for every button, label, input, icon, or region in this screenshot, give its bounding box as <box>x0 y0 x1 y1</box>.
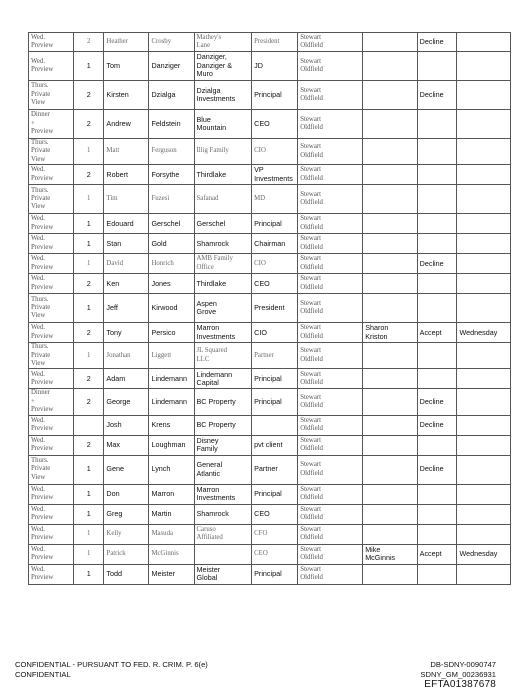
cell-type: Thurs. Private View <box>29 81 74 110</box>
table-row <box>29 274 511 294</box>
cell-host: Stewart Oldfield <box>298 564 363 584</box>
table-row <box>29 81 511 110</box>
cell-status <box>417 185 457 214</box>
cell-type: Thurs. Private View <box>29 455 74 484</box>
cell-first: Andrew <box>104 110 149 139</box>
cell-title: CEO <box>252 110 298 139</box>
cell-first: Matt <box>104 139 149 165</box>
cell-num: 2 <box>74 81 104 110</box>
cell-type: Thurs. Private View <box>29 343 74 369</box>
cell-type: Wed. Preview <box>29 214 74 234</box>
cell-num: 2 <box>74 110 104 139</box>
cell-last: Crosby <box>149 33 194 52</box>
cell-type: Wed. Preview <box>29 415 74 435</box>
confidentiality-notice <box>15 660 208 679</box>
cell-num <box>74 415 104 435</box>
cell-status: Decline <box>417 254 457 274</box>
cell-company: Disney Family <box>194 435 252 455</box>
table-row <box>29 165 511 185</box>
cell-contact <box>363 139 417 165</box>
cell-title: pvt client <box>252 435 298 455</box>
cell-host: Stewart Oldfield <box>298 110 363 139</box>
cell-first: Jeff <box>104 294 149 323</box>
cell-host: Stewart Oldfield <box>298 33 363 52</box>
cell-last: McGinnis <box>149 544 194 564</box>
cell-type: Wed. Preview <box>29 274 74 294</box>
cell-contact <box>363 455 417 484</box>
cell-last: Liggett <box>149 343 194 369</box>
cell-num: 1 <box>74 455 104 484</box>
cell-title: CEO <box>252 544 298 564</box>
cell-status <box>417 564 457 584</box>
cell-type: Wed. Preview <box>29 524 74 544</box>
footer-confidential: CONFIDENTIAL <box>15 669 71 679</box>
cell-day <box>457 81 511 110</box>
cell-type: Wed. Preview <box>29 544 74 564</box>
cell-contact <box>363 33 417 52</box>
table-row <box>29 33 511 52</box>
cell-first: George <box>104 389 149 415</box>
cell-num: 2 <box>74 435 104 455</box>
table-row <box>29 254 511 274</box>
cell-type: Wed. Preview <box>29 33 74 52</box>
cell-title <box>252 415 298 435</box>
cell-num: 2 <box>74 33 104 52</box>
table-row <box>29 343 511 369</box>
cell-status <box>417 139 457 165</box>
table-row <box>29 294 511 323</box>
cell-num: 2 <box>74 389 104 415</box>
cell-last: Gold <box>149 234 194 254</box>
cell-contact: Mike McGinnis <box>363 544 417 564</box>
cell-contact <box>363 254 417 274</box>
cell-contact <box>363 484 417 504</box>
table-row <box>29 504 511 524</box>
cell-last: Danziger <box>149 52 194 81</box>
cell-status <box>417 52 457 81</box>
cell-last: Ferguson <box>149 139 194 165</box>
cell-day <box>457 564 511 584</box>
cell-status <box>417 110 457 139</box>
cell-company: AMB Family Office <box>194 254 252 274</box>
cell-host: Stewart Oldfield <box>298 234 363 254</box>
cell-first: Heather <box>104 33 149 52</box>
cell-first: Robert <box>104 165 149 185</box>
cell-title: Principal <box>252 369 298 389</box>
cell-num: 1 <box>74 343 104 369</box>
cell-first: Greg <box>104 504 149 524</box>
cell-last: Fuzesi <box>149 185 194 214</box>
cell-contact <box>363 185 417 214</box>
cell-company: Mathey's Lane <box>194 33 252 52</box>
cell-last: Lindemann <box>149 369 194 389</box>
cell-num: 1 <box>74 544 104 564</box>
cell-num: 1 <box>74 139 104 165</box>
cell-contact <box>363 564 417 584</box>
cell-day <box>457 110 511 139</box>
cell-num: 1 <box>74 524 104 544</box>
cell-status: Decline <box>417 455 457 484</box>
cell-num: 1 <box>74 484 104 504</box>
cell-contact <box>363 234 417 254</box>
cell-last: Lindemann <box>149 389 194 415</box>
cell-num: 1 <box>74 214 104 234</box>
cell-company: Marron Investments <box>194 484 252 504</box>
guest-list-table <box>28 32 511 585</box>
cell-num: 1 <box>74 254 104 274</box>
cell-first: Stan <box>104 234 149 254</box>
cell-contact <box>363 389 417 415</box>
cell-num: 2 <box>74 323 104 343</box>
cell-first: Adam <box>104 369 149 389</box>
cell-day <box>457 234 511 254</box>
cell-last: Jones <box>149 274 194 294</box>
cell-type: Thurs. Private View <box>29 139 74 165</box>
cell-host: Stewart Oldfield <box>298 389 363 415</box>
cell-host: Stewart Oldfield <box>298 214 363 234</box>
cell-first: Don <box>104 484 149 504</box>
cell-first: Tim <box>104 185 149 214</box>
cell-type: Wed. Preview <box>29 165 74 185</box>
cell-company: Caruso Affiliated <box>194 524 252 544</box>
cell-day <box>457 369 511 389</box>
cell-title: MD <box>252 185 298 214</box>
table-row <box>29 323 511 343</box>
cell-company: Meister Global <box>194 564 252 584</box>
cell-day <box>457 33 511 52</box>
cell-company: Lindemann Capital <box>194 369 252 389</box>
cell-day: Wednesday <box>457 323 511 343</box>
bates-sdny-gm: SDNY_GM_00236931 <box>420 669 496 679</box>
cell-host: Stewart Oldfield <box>298 484 363 504</box>
bates-db-sdny: DB-SDNY-0090747 <box>430 660 496 669</box>
cell-company: Illig Family <box>194 139 252 165</box>
cell-type: Thurs. Private View <box>29 294 74 323</box>
cell-status <box>417 343 457 369</box>
cell-day: Wednesday <box>457 544 511 564</box>
cell-host: Stewart Oldfield <box>298 254 363 274</box>
table-row <box>29 185 511 214</box>
cell-day <box>457 294 511 323</box>
cell-host: Stewart Oldfield <box>298 274 363 294</box>
cell-first: Kirsten <box>104 81 149 110</box>
cell-type: Wed. Preview <box>29 504 74 524</box>
cell-contact <box>363 52 417 81</box>
cell-num: 2 <box>74 165 104 185</box>
cell-status <box>417 234 457 254</box>
cell-day <box>457 484 511 504</box>
cell-company: Shamrock <box>194 234 252 254</box>
cell-title: Partner <box>252 455 298 484</box>
cell-status <box>417 274 457 294</box>
cell-contact <box>363 294 417 323</box>
cell-last: Lynch <box>149 455 194 484</box>
cell-first: Patrick <box>104 544 149 564</box>
cell-title: JD <box>252 52 298 81</box>
cell-host: Stewart Oldfield <box>298 81 363 110</box>
cell-host: Stewart Oldfield <box>298 435 363 455</box>
cell-status: Accept <box>417 323 457 343</box>
cell-company: Gerschel <box>194 214 252 234</box>
cell-title: CFO <box>252 524 298 544</box>
cell-first: Josh <box>104 415 149 435</box>
table-row <box>29 389 511 415</box>
cell-num: 2 <box>74 369 104 389</box>
cell-title: Principal <box>252 81 298 110</box>
cell-first: Edouard <box>104 214 149 234</box>
cell-company: General Atlantic <box>194 455 252 484</box>
cell-contact <box>363 165 417 185</box>
cell-first: David <box>104 254 149 274</box>
cell-title: CEO <box>252 274 298 294</box>
cell-contact <box>363 274 417 294</box>
cell-type: Wed. Preview <box>29 254 74 274</box>
cell-first: Jonathan <box>104 343 149 369</box>
footer-confidential-rule: CONFIDENTIAL - PURSUANT TO FED. R. CRIM. P. 6(e) <box>15 660 208 669</box>
cell-contact <box>363 214 417 234</box>
cell-num: 1 <box>74 294 104 323</box>
cell-last: Krens <box>149 415 194 435</box>
cell-type: Wed. Preview <box>29 435 74 455</box>
cell-day <box>457 435 511 455</box>
cell-day <box>457 139 511 165</box>
cell-day <box>457 389 511 415</box>
cell-title: VP Investments <box>252 165 298 185</box>
cell-title: Chairman <box>252 234 298 254</box>
cell-title: President <box>252 294 298 323</box>
cell-first: Tom <box>104 52 149 81</box>
cell-num: 1 <box>74 234 104 254</box>
cell-company: Aspen Grove <box>194 294 252 323</box>
cell-title: Principal <box>252 214 298 234</box>
cell-contact: Sharon Kriston <box>363 323 417 343</box>
cell-status <box>417 369 457 389</box>
cell-first: Max <box>104 435 149 455</box>
cell-title: CIO <box>252 254 298 274</box>
cell-company: Thirdlake <box>194 165 252 185</box>
cell-day <box>457 274 511 294</box>
bates-efta: EFTA01387678 <box>424 679 496 690</box>
cell-company: Marron Investments <box>194 323 252 343</box>
cell-contact <box>363 110 417 139</box>
cell-last: Forsythe <box>149 165 194 185</box>
cell-company: Thirdlake <box>194 274 252 294</box>
cell-title: Principal <box>252 564 298 584</box>
cell-day <box>457 185 511 214</box>
cell-status <box>417 214 457 234</box>
cell-title: CEO <box>252 504 298 524</box>
cell-host: Stewart Oldfield <box>298 139 363 165</box>
cell-host: Stewart Oldfield <box>298 294 363 323</box>
cell-host: Stewart Oldfield <box>298 504 363 524</box>
cell-last: Honrich <box>149 254 194 274</box>
cell-last: Martin <box>149 504 194 524</box>
cell-first: Todd <box>104 564 149 584</box>
cell-company: Safanad <box>194 185 252 214</box>
cell-day <box>457 165 511 185</box>
cell-status: Decline <box>417 33 457 52</box>
cell-last: Feldstein <box>149 110 194 139</box>
cell-last: Loughman <box>149 435 194 455</box>
cell-last: Persico <box>149 323 194 343</box>
cell-title: Principal <box>252 389 298 415</box>
cell-num: 2 <box>74 274 104 294</box>
cell-host: Stewart Oldfield <box>298 343 363 369</box>
cell-contact <box>363 343 417 369</box>
cell-host: Stewart Oldfield <box>298 165 363 185</box>
cell-status <box>417 524 457 544</box>
cell-type: Wed. Preview <box>29 323 74 343</box>
cell-contact <box>363 524 417 544</box>
cell-title: CIO <box>252 323 298 343</box>
table-row <box>29 544 511 564</box>
table-row <box>29 369 511 389</box>
cell-day <box>457 455 511 484</box>
cell-status <box>417 165 457 185</box>
bates-numbers <box>420 660 496 690</box>
cell-first: Ken <box>104 274 149 294</box>
cell-company: Dzialga Investments <box>194 81 252 110</box>
cell-title: President <box>252 33 298 52</box>
cell-company: Danziger, Danziger & Muro <box>194 52 252 81</box>
cell-company: BC Property <box>194 389 252 415</box>
cell-day <box>457 524 511 544</box>
cell-type: Wed. Preview <box>29 52 74 81</box>
cell-day <box>457 52 511 81</box>
cell-contact <box>363 415 417 435</box>
cell-num: 1 <box>74 185 104 214</box>
cell-host: Stewart Oldfield <box>298 544 363 564</box>
cell-company <box>194 544 252 564</box>
cell-first: Tony <box>104 323 149 343</box>
cell-type: Thurs. Private View <box>29 185 74 214</box>
cell-host: Stewart Oldfield <box>298 323 363 343</box>
cell-last: Dzialga <box>149 81 194 110</box>
cell-last: Meister <box>149 564 194 584</box>
table-row <box>29 214 511 234</box>
cell-contact <box>363 435 417 455</box>
cell-type: Dinner + Preview <box>29 389 74 415</box>
cell-last: Masuda <box>149 524 194 544</box>
cell-first: Kelly <box>104 524 149 544</box>
cell-day <box>457 415 511 435</box>
cell-day <box>457 504 511 524</box>
cell-last: Gerschel <box>149 214 194 234</box>
cell-host: Stewart Oldfield <box>298 369 363 389</box>
table-row <box>29 110 511 139</box>
table-row <box>29 484 511 504</box>
table-row <box>29 435 511 455</box>
table-row <box>29 139 511 165</box>
cell-contact <box>363 81 417 110</box>
cell-title: Partner <box>252 343 298 369</box>
table-row <box>29 564 511 584</box>
cell-status: Accept <box>417 544 457 564</box>
cell-num: 1 <box>74 564 104 584</box>
cell-host: Stewart Oldfield <box>298 415 363 435</box>
cell-status: Decline <box>417 81 457 110</box>
cell-contact <box>363 504 417 524</box>
cell-last: Marron <box>149 484 194 504</box>
cell-num: 1 <box>74 52 104 81</box>
cell-type: Wed. Preview <box>29 234 74 254</box>
table-row <box>29 524 511 544</box>
cell-type: Wed. Preview <box>29 564 74 584</box>
table-row <box>29 234 511 254</box>
cell-status <box>417 484 457 504</box>
cell-status: Decline <box>417 389 457 415</box>
cell-title: Principal <box>252 484 298 504</box>
cell-contact <box>363 369 417 389</box>
cell-status <box>417 504 457 524</box>
cell-title: CIO <box>252 139 298 165</box>
cell-type: Wed. Preview <box>29 484 74 504</box>
cell-status <box>417 294 457 323</box>
cell-host: Stewart Oldfield <box>298 455 363 484</box>
cell-host: Stewart Oldfield <box>298 52 363 81</box>
cell-company: JL Squared LLC <box>194 343 252 369</box>
cell-num: 1 <box>74 504 104 524</box>
table-row <box>29 52 511 81</box>
table-row <box>29 415 511 435</box>
table-row <box>29 455 511 484</box>
cell-company: BC Property <box>194 415 252 435</box>
cell-type: Dinner + Preview <box>29 110 74 139</box>
cell-host: Stewart Oldfield <box>298 524 363 544</box>
cell-status: Decline <box>417 415 457 435</box>
cell-type: Wed. Preview <box>29 369 74 389</box>
cell-host: Stewart Oldfield <box>298 185 363 214</box>
cell-status <box>417 435 457 455</box>
cell-day <box>457 214 511 234</box>
cell-day <box>457 343 511 369</box>
cell-first: Gene <box>104 455 149 484</box>
cell-company: Shamrock <box>194 504 252 524</box>
cell-day <box>457 254 511 274</box>
cell-last: Kirwood <box>149 294 194 323</box>
cell-company: Blue Mountain <box>194 110 252 139</box>
